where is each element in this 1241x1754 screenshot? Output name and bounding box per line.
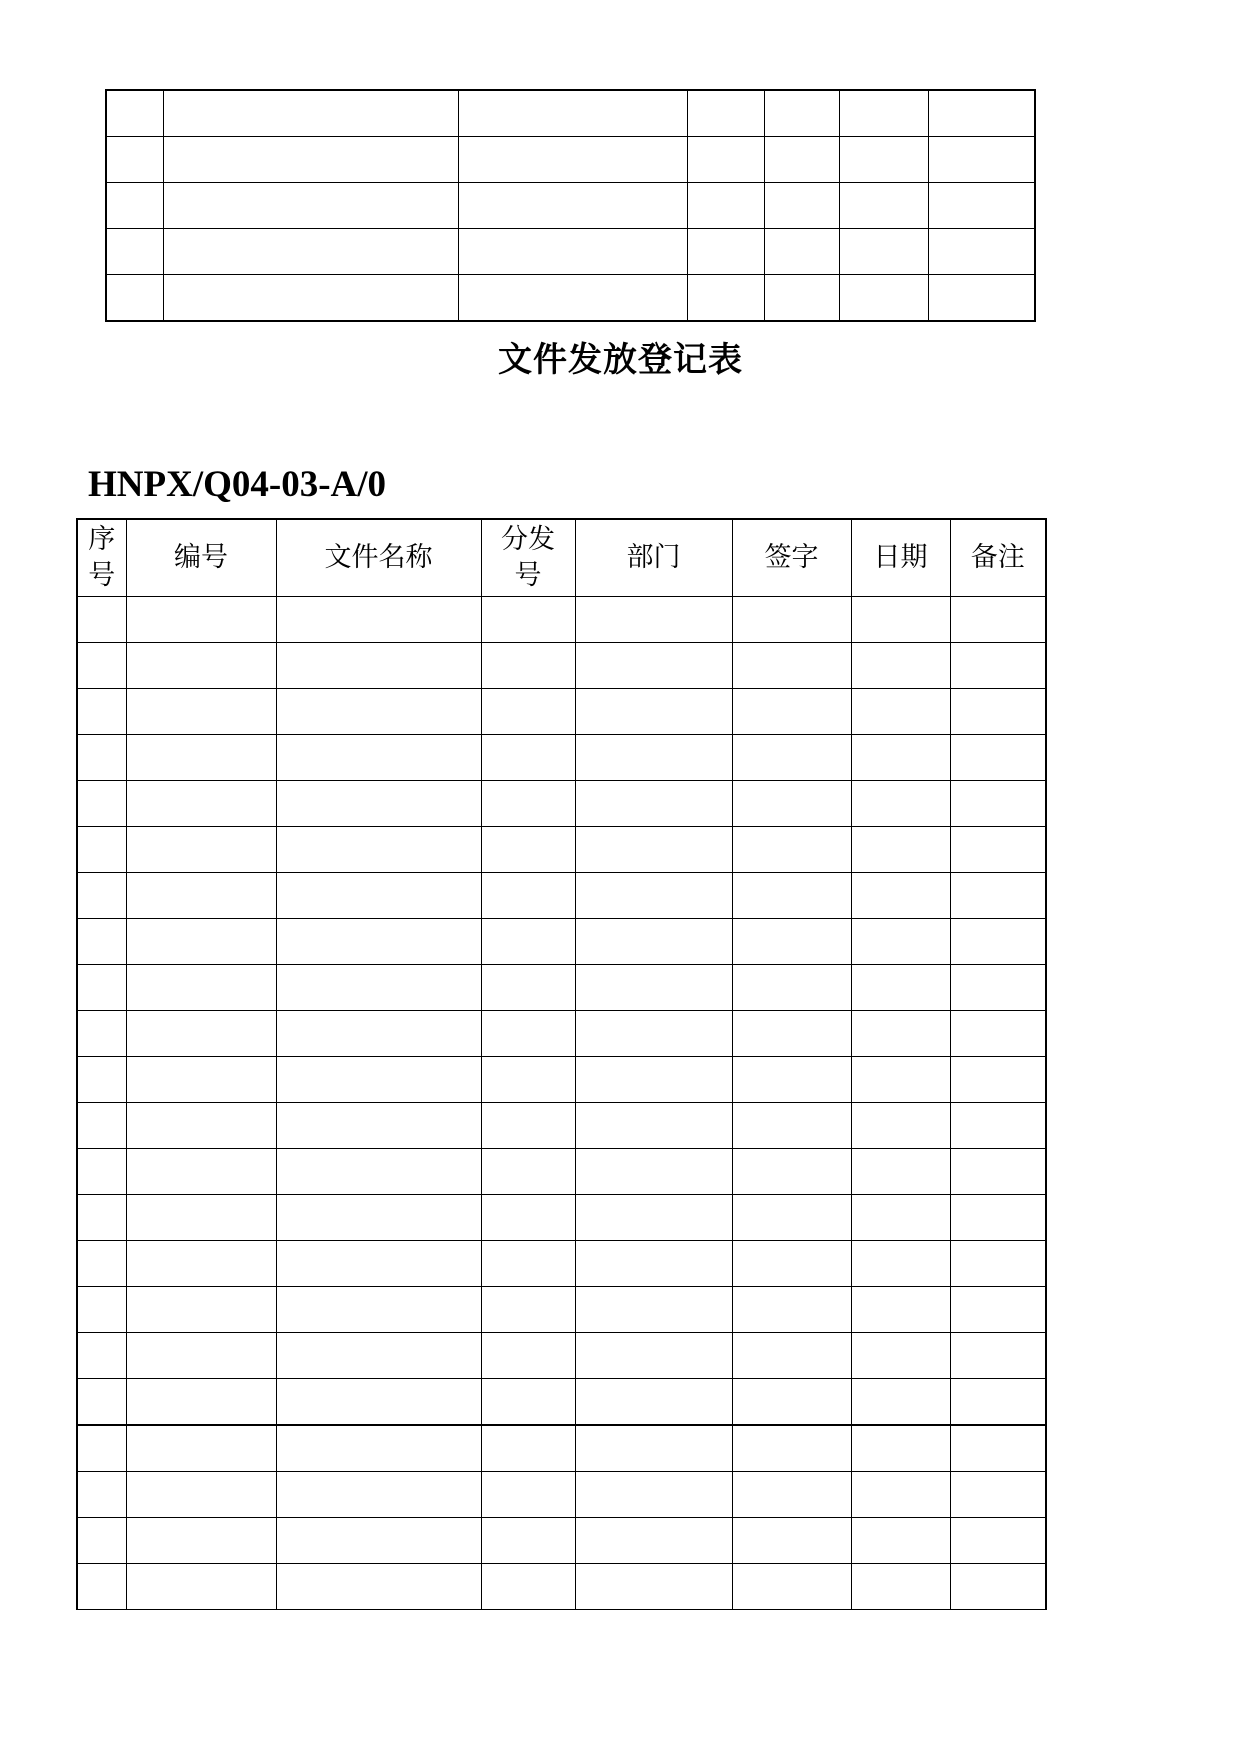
- table-cell: [575, 689, 732, 735]
- table-cell: [575, 919, 732, 965]
- table-cell: [106, 137, 163, 183]
- table-cell: [126, 1564, 276, 1610]
- table-row: [77, 1379, 1046, 1426]
- table-row: [77, 965, 1046, 1011]
- table-cell: [764, 229, 839, 275]
- table-cell: [687, 137, 764, 183]
- table-cell: [276, 689, 481, 735]
- table-row: [77, 919, 1046, 965]
- table-cell: [481, 1103, 575, 1149]
- table-cell: [764, 137, 839, 183]
- table-cell: [732, 1195, 851, 1241]
- table-row: [77, 1103, 1046, 1149]
- table-cell: [575, 781, 732, 827]
- table-cell: [950, 919, 1046, 965]
- table-cell: [732, 1333, 851, 1379]
- header-signature: 签字: [732, 519, 851, 597]
- table-cell: [77, 735, 126, 781]
- table-row: [106, 90, 1035, 137]
- table-cell: [575, 1011, 732, 1057]
- table-cell: [839, 183, 928, 229]
- table-row: [77, 1057, 1046, 1103]
- table-cell: [851, 1564, 950, 1610]
- table-cell: [950, 1149, 1046, 1195]
- table-row: [106, 137, 1035, 183]
- table-cell: [77, 1149, 126, 1195]
- table-cell: [732, 919, 851, 965]
- table-cell: [851, 1379, 950, 1426]
- table-cell: [106, 183, 163, 229]
- table-cell: [276, 1379, 481, 1426]
- table-cell: [126, 1425, 276, 1472]
- table-row: [77, 1564, 1046, 1610]
- table-cell: [732, 1149, 851, 1195]
- table-cell: [126, 1472, 276, 1518]
- table-cell: [732, 689, 851, 735]
- table-cell: [458, 229, 687, 275]
- table-row: [77, 1241, 1046, 1287]
- table-cell: [575, 873, 732, 919]
- table-cell: [575, 1333, 732, 1379]
- table-row: [77, 1333, 1046, 1379]
- table-row: [106, 183, 1035, 229]
- table-cell: [575, 1241, 732, 1287]
- table-row: [77, 1011, 1046, 1057]
- table-cell: [950, 1241, 1046, 1287]
- table-cell: [928, 137, 1035, 183]
- table-cell: [77, 1518, 126, 1564]
- table-cell: [950, 735, 1046, 781]
- table-cell: [126, 1057, 276, 1103]
- table-cell: [839, 275, 928, 322]
- header-row: [77, 519, 1046, 597]
- table-cell: [950, 643, 1046, 689]
- table-cell: [458, 90, 687, 137]
- table-cell: [687, 275, 764, 322]
- table-cell: [575, 1103, 732, 1149]
- distribution-register-table: [76, 518, 1047, 1610]
- table-cell: [276, 1241, 481, 1287]
- table-cell: [481, 919, 575, 965]
- table-cell: [851, 1518, 950, 1564]
- table-row: [77, 689, 1046, 735]
- table-cell: [276, 781, 481, 827]
- table-cell: [77, 643, 126, 689]
- table-cell: [575, 1564, 732, 1610]
- table-cell: [851, 643, 950, 689]
- table-cell: [481, 1287, 575, 1333]
- table-cell: [732, 1241, 851, 1287]
- table-row: [77, 1195, 1046, 1241]
- table-cell: [276, 873, 481, 919]
- table-cell: [77, 689, 126, 735]
- table-cell: [950, 1518, 1046, 1564]
- table-cell: [928, 183, 1035, 229]
- table-cell: [839, 90, 928, 137]
- table-row: [77, 643, 1046, 689]
- table-cell: [575, 1057, 732, 1103]
- table-cell: [458, 183, 687, 229]
- table-cell: [950, 1472, 1046, 1518]
- header-date: 日期: [851, 519, 950, 597]
- table-cell: [126, 1518, 276, 1564]
- table-cell: [276, 1518, 481, 1564]
- table-cell: [276, 1333, 481, 1379]
- table-cell: [126, 781, 276, 827]
- table-cell: [126, 1195, 276, 1241]
- table-cell: [851, 873, 950, 919]
- table-cell: [77, 1103, 126, 1149]
- table-cell: [851, 597, 950, 643]
- table-row: [77, 1149, 1046, 1195]
- table-cell: [575, 643, 732, 689]
- table-cell: [851, 1333, 950, 1379]
- table-cell: [481, 1425, 575, 1472]
- table-cell: [851, 1103, 950, 1149]
- table-cell: [732, 1379, 851, 1426]
- table-cell: [851, 1425, 950, 1472]
- table-cell: [163, 275, 458, 322]
- table-cell: [575, 1425, 732, 1472]
- table-cell: [575, 1379, 732, 1426]
- table-cell: [950, 1287, 1046, 1333]
- table-cell: [851, 1195, 950, 1241]
- table-cell: [687, 183, 764, 229]
- table-cell: [481, 597, 575, 643]
- table-cell: [851, 781, 950, 827]
- table-cell: [928, 229, 1035, 275]
- table-cell: [77, 873, 126, 919]
- table-cell: [950, 873, 1046, 919]
- table-cell: [106, 229, 163, 275]
- table-cell: [276, 1149, 481, 1195]
- table-cell: [77, 1333, 126, 1379]
- table-cell: [851, 827, 950, 873]
- table-cell: [276, 1057, 481, 1103]
- table-cell: [481, 1195, 575, 1241]
- table-cell: [481, 1472, 575, 1518]
- table-cell: [77, 1057, 126, 1103]
- table-cell: [77, 1425, 126, 1472]
- table-cell: [276, 643, 481, 689]
- table-cell: [481, 1241, 575, 1287]
- table-cell: [77, 1287, 126, 1333]
- table-cell: [126, 1011, 276, 1057]
- table-cell: [851, 1241, 950, 1287]
- table-cell: [950, 597, 1046, 643]
- table-cell: [687, 90, 764, 137]
- table-cell: [950, 965, 1046, 1011]
- table-cell: [106, 275, 163, 322]
- table-cell: [126, 597, 276, 643]
- table-cell: [126, 1379, 276, 1426]
- header-code: 编号: [126, 519, 276, 597]
- table-cell: [77, 919, 126, 965]
- header-serial-no: 序号: [77, 519, 126, 597]
- table-cell: [126, 919, 276, 965]
- table-cell: [851, 1011, 950, 1057]
- table-cell: [732, 1057, 851, 1103]
- form-code: HNPX/Q04-03-A/0: [88, 464, 387, 505]
- table-cell: [77, 827, 126, 873]
- header-distribution-no: 分发号: [481, 519, 575, 597]
- table-cell: [575, 1195, 732, 1241]
- table-cell: [276, 1564, 481, 1610]
- table-cell: [732, 1564, 851, 1610]
- table-cell: [851, 689, 950, 735]
- table-cell: [126, 689, 276, 735]
- table-cell: [732, 735, 851, 781]
- table-row: [77, 1287, 1046, 1333]
- table-cell: [764, 90, 839, 137]
- table-cell: [126, 1333, 276, 1379]
- table-cell: [928, 275, 1035, 322]
- table-cell: [276, 735, 481, 781]
- table-cell: [77, 1241, 126, 1287]
- table-cell: [77, 1379, 126, 1426]
- header-remarks: 备注: [950, 519, 1046, 597]
- table-cell: [126, 965, 276, 1011]
- table-cell: [851, 1287, 950, 1333]
- table-cell: [276, 1011, 481, 1057]
- table-cell: [481, 689, 575, 735]
- table-cell: [732, 597, 851, 643]
- table-cell: [126, 1149, 276, 1195]
- table-cell: [732, 1287, 851, 1333]
- table-cell: [126, 827, 276, 873]
- header-department: 部门: [575, 519, 732, 597]
- table-cell: [163, 183, 458, 229]
- table-cell: [126, 643, 276, 689]
- previous-page-table-fragment: [105, 89, 1036, 322]
- table-cell: [126, 1287, 276, 1333]
- table-cell: [732, 827, 851, 873]
- table-cell: [839, 137, 928, 183]
- table-cell: [950, 1564, 1046, 1610]
- table-cell: [575, 735, 732, 781]
- table-row: [77, 1425, 1046, 1472]
- table-cell: [126, 1103, 276, 1149]
- table-cell: [851, 735, 950, 781]
- table-cell: [851, 1472, 950, 1518]
- table-cell: [764, 183, 839, 229]
- table-cell: [950, 1011, 1046, 1057]
- table-cell: [481, 735, 575, 781]
- table-cell: [950, 1425, 1046, 1472]
- table-cell: [481, 1149, 575, 1195]
- table-cell: [732, 1472, 851, 1518]
- table-cell: [276, 1472, 481, 1518]
- table-cell: [575, 1518, 732, 1564]
- table-row: [77, 781, 1046, 827]
- table-cell: [276, 965, 481, 1011]
- table-cell: [458, 137, 687, 183]
- table-cell: [950, 827, 1046, 873]
- table-cell: [481, 965, 575, 1011]
- table-cell: [950, 781, 1046, 827]
- table-row: [77, 735, 1046, 781]
- table-cell: [481, 1518, 575, 1564]
- table-cell: [732, 1103, 851, 1149]
- table-cell: [732, 1011, 851, 1057]
- header-file-name: 文件名称: [276, 519, 481, 597]
- table-cell: [732, 781, 851, 827]
- table-cell: [458, 275, 687, 322]
- table-cell: [950, 1379, 1046, 1426]
- table-row: [106, 275, 1035, 322]
- table-cell: [106, 90, 163, 137]
- table-cell: [163, 137, 458, 183]
- table-cell: [163, 90, 458, 137]
- table-cell: [764, 275, 839, 322]
- table-cell: [126, 1241, 276, 1287]
- table-cell: [276, 1195, 481, 1241]
- table-cell: [276, 597, 481, 643]
- table-cell: [126, 735, 276, 781]
- table-cell: [77, 597, 126, 643]
- table-row: [77, 597, 1046, 643]
- table-cell: [481, 1379, 575, 1426]
- table-cell: [77, 1564, 126, 1610]
- table-cell: [126, 873, 276, 919]
- table-cell: [77, 1195, 126, 1241]
- table-cell: [481, 1011, 575, 1057]
- table-row: [77, 1518, 1046, 1564]
- table-cell: [851, 1149, 950, 1195]
- table-cell: [851, 919, 950, 965]
- table-row: [77, 1472, 1046, 1518]
- table-cell: [481, 1057, 575, 1103]
- table-cell: [851, 965, 950, 1011]
- table-row: [77, 827, 1046, 873]
- table-cell: [575, 1287, 732, 1333]
- table-cell: [163, 229, 458, 275]
- table-cell: [276, 1425, 481, 1472]
- table-cell: [687, 229, 764, 275]
- table-cell: [950, 689, 1046, 735]
- table-cell: [481, 827, 575, 873]
- table-row: [77, 873, 1046, 919]
- table-row: [106, 229, 1035, 275]
- table-cell: [950, 1057, 1046, 1103]
- table-cell: [575, 1472, 732, 1518]
- table-cell: [575, 965, 732, 1011]
- table-cell: [732, 1425, 851, 1472]
- table-cell: [276, 1287, 481, 1333]
- form-title: 文件发放登记表: [498, 340, 743, 380]
- table-cell: [77, 965, 126, 1011]
- table-cell: [732, 873, 851, 919]
- table-cell: [851, 1057, 950, 1103]
- table-cell: [732, 965, 851, 1011]
- table-cell: [481, 873, 575, 919]
- table-cell: [928, 90, 1035, 137]
- table-cell: [77, 1472, 126, 1518]
- table-cell: [481, 643, 575, 689]
- table-cell: [575, 597, 732, 643]
- table-cell: [481, 1564, 575, 1610]
- table-cell: [732, 1518, 851, 1564]
- table-cell: [77, 781, 126, 827]
- table-cell: [276, 919, 481, 965]
- table-cell: [276, 1103, 481, 1149]
- table-cell: [950, 1103, 1046, 1149]
- table-cell: [839, 229, 928, 275]
- table-cell: [575, 827, 732, 873]
- table-cell: [481, 781, 575, 827]
- table-cell: [732, 643, 851, 689]
- table-cell: [77, 1011, 126, 1057]
- table-cell: [575, 1149, 732, 1195]
- table-cell: [276, 827, 481, 873]
- table-cell: [950, 1195, 1046, 1241]
- table-cell: [950, 1333, 1046, 1379]
- table-cell: [481, 1333, 575, 1379]
